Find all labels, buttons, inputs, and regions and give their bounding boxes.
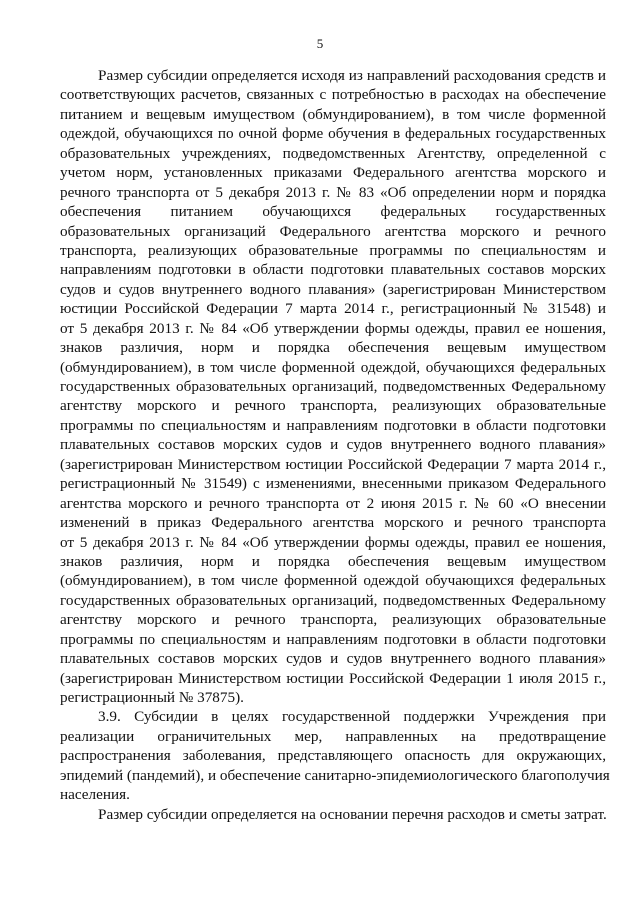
text-line: регистрационный № 37875). bbox=[60, 689, 244, 706]
text-line: знаков различия, норм и порядка обеспечения вещевым имуществом bbox=[60, 552, 606, 570]
text-line: юстиции Российской Федерации 7 марта 2014 г., регистрационный № 31548) и bbox=[60, 300, 606, 318]
text-line: направлениям подготовки в области подготовки плавательных составов морских bbox=[60, 261, 606, 279]
text-line: Размер субсидии определяется на основании перечня расходов и сметы затрат. bbox=[98, 805, 607, 823]
page-number: 5 bbox=[316, 36, 324, 51]
text-line: знаков различия, норм и порядка обеспечения вещевым имуществом bbox=[60, 339, 606, 357]
text-line: агентству морского и речного транспорта, реализующих образовательные bbox=[60, 611, 606, 629]
text-line: распространения заболевания, представляющего опасность для окружающих, bbox=[60, 747, 606, 765]
text-line: речного транспорта от 5 декабря 2013 г. № 83 «Об определении норм и порядка bbox=[60, 183, 606, 201]
text-line: одеждой, обучающихся по очной форме обучения в федеральных государственных bbox=[60, 125, 606, 143]
text-line: изменений в приказ Федерального агентства морского и речного транспорта bbox=[60, 514, 606, 532]
text-line: 3.9. Субсидии в целях государственной поддержки Учреждения при bbox=[98, 708, 606, 726]
paragraph bbox=[60, 805, 606, 824]
text-line: учетом норм, установленных приказами Федерального агентства морского и bbox=[60, 164, 606, 182]
text-line: соответствующих расчетов, связанных с потребностью в расходах на обеспечение bbox=[60, 86, 606, 104]
text-line: (зарегистрирован Министерством юстиции Российской Федерации 1 июля 2015 г., bbox=[60, 669, 606, 687]
text-line: государственных образовательных организаций, подведомственных Федеральному bbox=[60, 591, 606, 609]
text-line: от 5 декабря 2013 г. № 84 «Об утверждении формы одежды, правил ее ношения, bbox=[60, 319, 606, 337]
paragraph bbox=[60, 66, 606, 707]
text-line: плавательных составов морских судов и судов внутреннего водного плавания» bbox=[60, 650, 606, 668]
text-line: агентству морского и речного транспорта, реализующих образовательные bbox=[60, 397, 606, 415]
document-body bbox=[60, 66, 610, 824]
paragraph bbox=[60, 707, 610, 804]
text-line: регистрационный № 31549) с изменениями, внесенными приказом Федерального bbox=[60, 475, 606, 493]
text-line: питанием и вещевым имуществом (обмундированием), в том числе форменной bbox=[60, 105, 606, 123]
text-line: программы по специальностям и направлениям подготовки в области подготовки bbox=[60, 630, 606, 648]
text-line: эпидемий (пандемий), и обеспечение санитарно-эпидемиологического благополучия bbox=[60, 766, 610, 784]
text-line: программы по специальностям и направлениям подготовки в области подготовки bbox=[60, 416, 606, 434]
text-line: (зарегистрирован Министерством юстиции Российской Федерации 7 марта 2014 г., bbox=[60, 455, 606, 473]
text-line: реализации ограничительных мер, направленных на предотвращение bbox=[60, 727, 606, 745]
text-line: (обмундированием), в том числе форменной одеждой обучающихся федеральных bbox=[60, 572, 606, 590]
text-line: обеспечения питанием обучающихся федеральных государственных bbox=[60, 203, 606, 221]
text-line: образовательных учреждениях, подведомственных Агентству, определенной с bbox=[60, 144, 606, 162]
text-line: плавательных составов морских судов и судов внутреннего водного плавания» bbox=[60, 436, 606, 454]
text-line: государственных образовательных организаций, подведомственных Федеральному bbox=[60, 378, 606, 395]
text-line: (обмундированием), в том числе форменной одеждой, обучающихся федеральных bbox=[60, 358, 606, 376]
text-line: от 5 декабря 2013 г. № 84 «Об утверждении формы одежды, правил ее ношения, bbox=[60, 533, 606, 551]
text-line: образовательных организаций Федерального агентства морского и речного bbox=[60, 222, 606, 240]
text-line: населения. bbox=[60, 786, 130, 804]
text-line: Размер субсидии определяется исходя из направлений расходования средств и bbox=[98, 67, 606, 84]
text-line: судов и судов внутреннего водного плавания» (зарегистрирован Министерством bbox=[60, 280, 606, 298]
text-line: агентства морского и речного транспорта от 2 июня 2015 г. № 60 «О внесении bbox=[60, 494, 606, 512]
text-line: транспорта, реализующих образовательные программы по специальностям и bbox=[60, 241, 606, 259]
